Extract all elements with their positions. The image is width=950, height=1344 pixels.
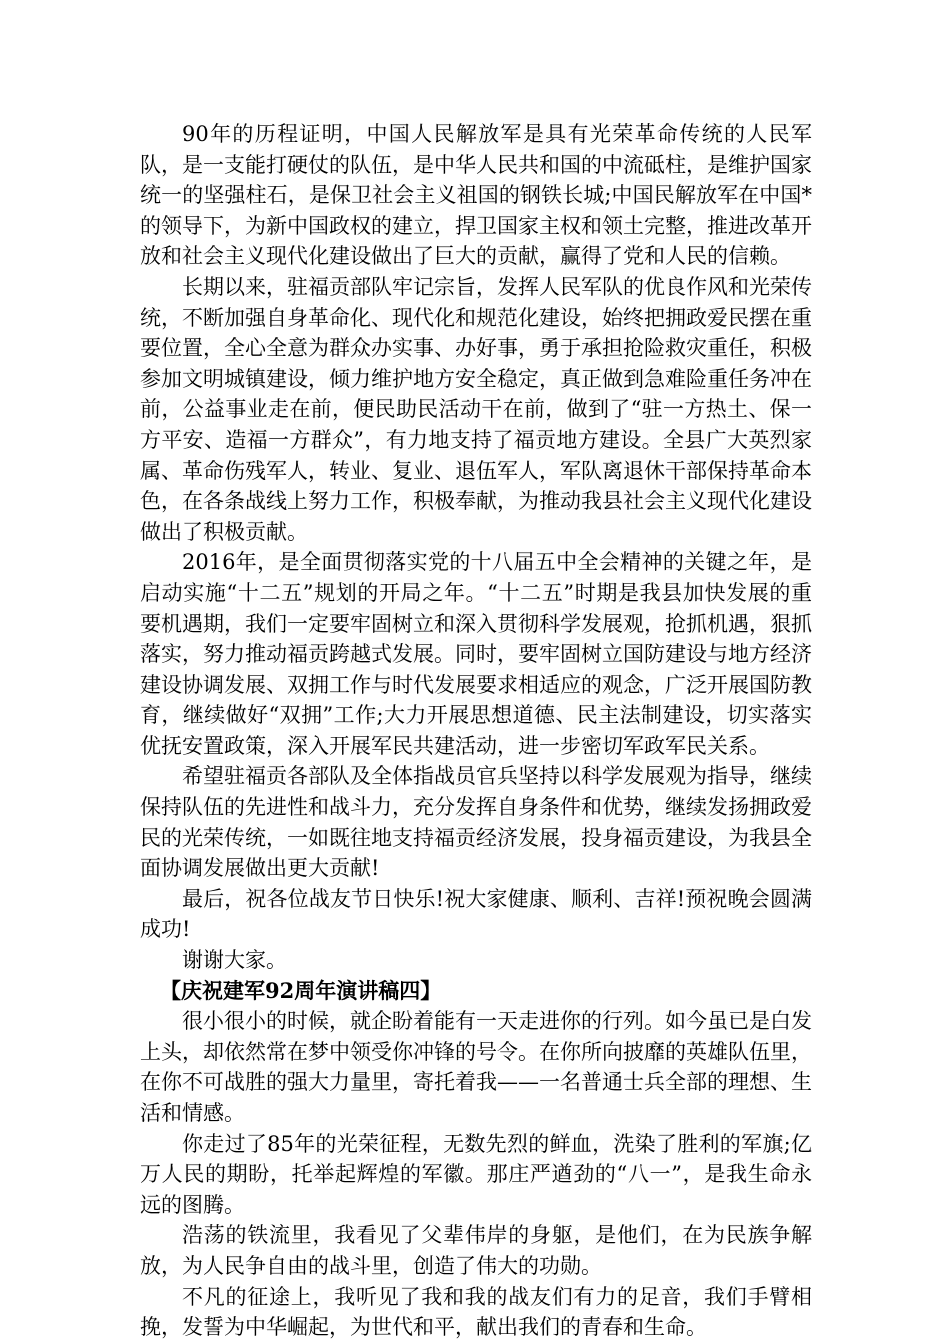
document-page bbox=[140, 119, 812, 1343]
paragraph-history: 90年的历程证明，中国人民解放军是具有光荣革命传统的人民军队，是一支能打硬仗的队伍，是中华人民共和国的中流砥柱，是维护国家统一的坚强柱石，是保卫社会主义祖国的钢铁长城;中国民解放军在中国*的领导下，为新中国政权的建立，捍卫国家主权和领土完整，推进改革开放和社会主义现代化建设做出了巨大的贡献，赢得了党和人民的信赖。 bbox=[140, 122, 812, 269]
paragraph-2016: 2016年，是全面贯彻落实党的十八届五中全会精神的关键之年，是启动实施“十二五”规划的开局之年。“十二五”时期是我县加快发展的重要机遇期，我们一定要牢固树立和深入贯彻科学发展观，抢抓机遇，狠抓落实，努力推动福贡跨越式发展。同时，要牢固树立国防建设与地方经济建设协调发展、双拥工作与时代发展要求相适应的观念，广泛开展国防教育，继续做好“双拥”工作;大力开展思想道德、民主法制建设，切实落实优抚安置政策，深入开展军民共建活动，进一步密切军政军民关系。 bbox=[140, 550, 812, 758]
paragraph-85-years: 你走过了85年的光荣征程，无数先烈的鲜血，洗染了胜利的军旗;亿万人民的期盼，托举起辉煌的军徽。那庄严遒劲的“八一”，是我生命永远的图腾。 bbox=[140, 1131, 812, 1217]
section-heading: 【庆祝建军92周年演讲稿四】 bbox=[160, 977, 442, 1003]
paragraph-iron-stream: 浩荡的铁流里，我看见了父辈伟岸的身躯，是他们，在为民族争解放，为人民争自由的战斗里，创造了伟大的功勋。 bbox=[140, 1223, 812, 1278]
paragraph-thanks: 谢谢大家。 bbox=[182, 948, 287, 973]
paragraph-childhood: 很小很小的时候，就企盼着能有一天走进你的行列。如今虽已是白发上头，却依然常在梦中领受你冲锋的号令。在你所向披靡的英雄队伍里，在你不可战胜的强大力量里，寄托着我——一名普通士兵全部的理想、生活和情感。 bbox=[140, 1009, 812, 1125]
paragraph-journey: 不凡的征途上，我听见了我和我的战友们有力的足音，我们手臂相挽，发誓为中华崛起，为世代和平，献出我们的青春和生命。 bbox=[140, 1284, 812, 1340]
paragraph-wishes: 最后，祝各位战友节日快乐!祝大家健康、顺利、吉祥!预祝晚会圆满成功! bbox=[140, 886, 812, 942]
paragraph-local-troops: 长期以来，驻福贡部队牢记宗旨，发挥人民军队的优良作风和光荣传统，不断加强自身革命化、现代化和规范化建设，始终把拥政爱民摆在重要位置，全心全意为群众办实事、办好事，勇于承担抢险救灾重任，积极参加文明城镇建设，倾力维护地方安全稳定，真正做到急难险重任务冲在前，公益事业走在前，便民助民活动干在前，做到了“驻一方热土、保一方平安、造福一方群众”，有力地支持了福贡地方建设。全县广大英烈家属、革命伤残军人，转业、复业、退伍军人，军队离退休干部保持革命本色，在各条战线上努力工作，积极奉献，为推动我县社会主义现代化建设做出了积极贡献。 bbox=[140, 274, 812, 544]
paragraph-hope: 希望驻福贡各部队及全体指战员官兵坚持以科学发展观为指导，继续保持队伍的先进性和战斗力，充分发挥自身条件和优势，继续发扬拥政爱民的光荣传统，一如既往地支持福贡经济发展，投身福贡建设，为我县全面协调发展做出更大贡献! bbox=[140, 764, 812, 881]
